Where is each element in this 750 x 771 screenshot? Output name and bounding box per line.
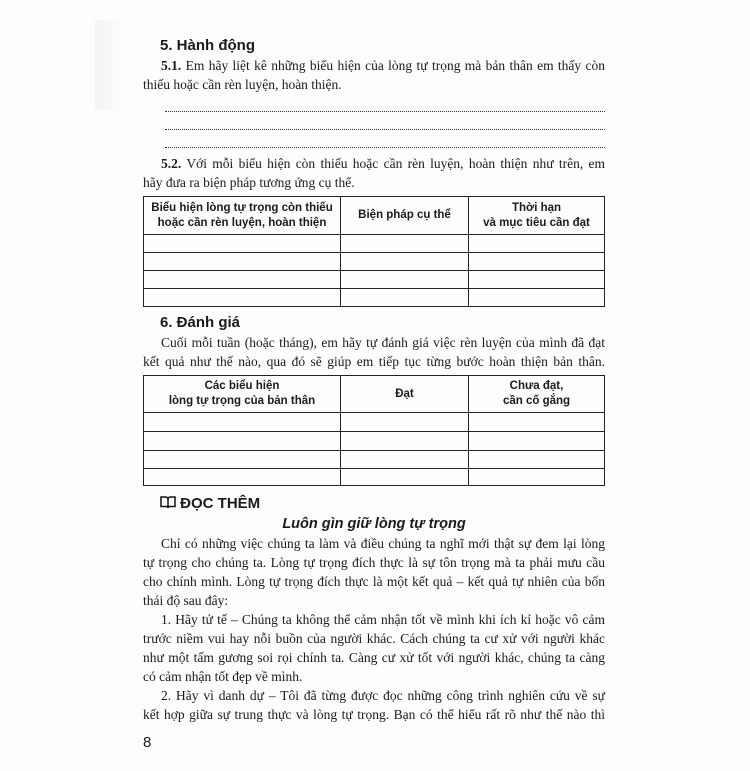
table-cell[interactable] [469, 235, 605, 253]
open-book-icon [160, 496, 176, 509]
table-cell[interactable] [341, 432, 469, 451]
table-row [144, 253, 605, 271]
answer-line-1[interactable] [165, 94, 605, 112]
section-6-line-1: Cuối mỗi tuần (hoặc tháng), em hãy tự đánh giá việc rèn luyện của mình đã đạt [161, 335, 605, 350]
reading-line: cho chính mình. Lòng tự trọng đích thực là một kết quả – kết quả tự nhiên của bốn [143, 574, 605, 589]
section-5-heading: 5. Hành động [160, 37, 255, 54]
table-row [144, 451, 605, 469]
reading-line: 2. Hãy vì danh dự – Tôi đã từng được đọc những công trình nghiên cứu về sự [161, 688, 605, 703]
header-cell [144, 197, 341, 235]
reading-line: 1. Hãy tử tế – Chúng ta không thể cảm nhận tốt về mình khi ích kỉ hoặc vô cảm [161, 612, 605, 627]
table-cell[interactable] [469, 253, 605, 271]
page-shadow [95, 20, 125, 110]
table-cell[interactable] [341, 289, 469, 307]
table-row [144, 271, 605, 289]
header-text: lòng tự trọng của bản thân [168, 395, 316, 407]
table-cell[interactable] [469, 469, 605, 486]
header-text: cần cố gắng [502, 395, 571, 407]
table-cell[interactable] [469, 289, 605, 307]
reading-line: như một tấm gương soi rọi chính ta. Càng cư xử tốt với người khác, chúng ta càng [143, 650, 605, 665]
q52-text: Với mỗi biểu hiện còn thiếu hoặc cần rèn luyện, hoàn thiện như trên, em [186, 156, 606, 171]
reading-line: có cảm nhận tốt đẹp về mình. [143, 669, 303, 684]
table-cell[interactable] [469, 413, 605, 432]
table-row [144, 432, 605, 451]
q51-line-2: thiếu hoặc cần rèn luyện, hoàn thiện. [143, 77, 342, 92]
self-assessment-table [143, 375, 605, 486]
table-cell[interactable] [144, 469, 341, 486]
q51-line-1 [143, 56, 605, 75]
answer-line-2[interactable] [165, 112, 605, 130]
table-row [144, 469, 605, 486]
header-cell [469, 197, 605, 235]
table-cell[interactable] [144, 271, 341, 289]
q51-number: 5.1. [161, 58, 182, 73]
table-cell[interactable] [144, 432, 341, 451]
reading-line: kết hợp giữa sự trung thực và lòng tự trọng. Bạn có thể hiểu rất rõ như thế nào thì [143, 707, 605, 722]
table-header-row [144, 197, 605, 235]
answer-line-3[interactable] [165, 130, 605, 148]
header-text: Đạt [395, 387, 414, 400]
table-cell[interactable] [341, 235, 469, 253]
table-cell[interactable] [144, 413, 341, 432]
table-cell[interactable] [341, 413, 469, 432]
reading-line: tự trọng cho chúng ta. Lòng tự trọng đích thực là sự tôn trọng mà ta phải mưu cầu [143, 555, 605, 570]
reading-line: Chỉ có những việc chúng ta làm và điều chúng ta nghĩ mới thật sự đem lại lòng [161, 536, 605, 551]
table-cell[interactable] [469, 271, 605, 289]
table-cell[interactable] [144, 253, 341, 271]
table-cell[interactable] [341, 271, 469, 289]
reading-title: Luôn gìn giữ lòng tự trọng [282, 516, 466, 532]
section-6-line-2: kết quả như thế nào, qua đó sẽ giúp em tiếp tục từng bước hoàn thiện bản thân. [143, 354, 605, 369]
page-number: 8 [143, 734, 152, 751]
header-cell [341, 376, 469, 413]
table-cell[interactable] [144, 235, 341, 253]
header-text: Biểu hiện lòng tự trọng còn thiếu [151, 201, 333, 214]
reading-heading-text: ĐỌC THÊM [180, 495, 261, 512]
table-cell[interactable] [144, 289, 341, 307]
header-text: hoặc cần rèn luyện, hoàn thiện [157, 216, 327, 229]
table-cell[interactable] [144, 451, 341, 469]
q52-line-2: hãy đưa ra biện pháp tương ứng cụ thể. [143, 175, 355, 190]
table-cell[interactable] [341, 451, 469, 469]
header-text: Các biểu hiện [204, 380, 280, 392]
reading-line: trước niềm vui hay nỗi buồn của người khác. Cách chúng ta cư xử với người khác [143, 631, 605, 646]
reading-heading [143, 494, 605, 514]
header-cell [144, 376, 341, 413]
table-row [144, 235, 605, 253]
action-plan-table [143, 196, 605, 307]
section-6-heading: 6. Đánh giá [160, 314, 241, 331]
q52-line-1 [143, 154, 605, 173]
header-cell [341, 197, 469, 235]
table-header-row [144, 376, 605, 413]
table-cell[interactable] [341, 469, 469, 486]
header-text: Chưa đạt, [509, 380, 564, 392]
q51-text: Em hãy liệt kê những biểu hiện của lòng tự trọng mà bản thân em thấy còn [185, 58, 606, 73]
header-text: và mục tiêu cần đạt [483, 216, 590, 229]
reading-line: thái độ sau đây: [143, 593, 229, 608]
table-cell[interactable] [341, 253, 469, 271]
header-text: Thời hạn [511, 201, 562, 214]
table-row [144, 289, 605, 307]
table-row [144, 413, 605, 432]
table-cell[interactable] [469, 451, 605, 469]
header-text: Biện pháp cụ thể [358, 209, 451, 221]
q52-number: 5.2. [161, 156, 182, 171]
table-cell[interactable] [469, 432, 605, 451]
header-cell [469, 376, 605, 413]
